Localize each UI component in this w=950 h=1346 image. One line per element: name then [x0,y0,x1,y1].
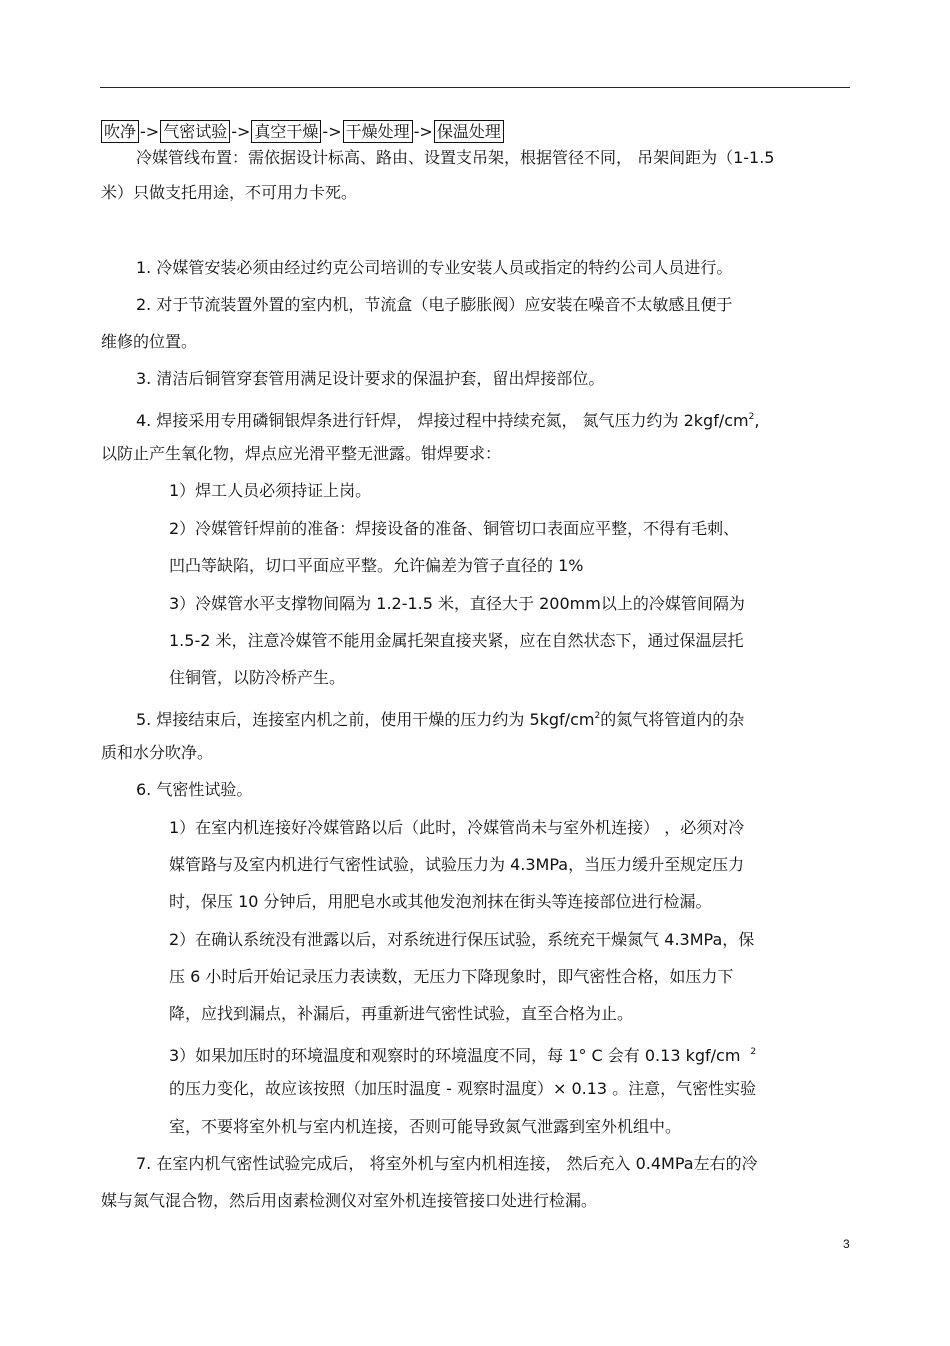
item-6-2-line-2: 压 6 小时后开始记录压力表读数，无压力下降现象时，即气密性合格，如压力下 [169,967,734,986]
item-6-2-line-1: 2）在确认系统没有泄露以后，对系统进行保压试验，系统充干燥氮气 4.3MPa，保 [169,930,755,949]
flow-step-insulation: 保温处理 [434,120,504,143]
page-number: 3 [843,1237,850,1251]
flow-step-blow-clean: 吹净 [101,120,139,143]
item-6-1-line-3: 时，保压 10 分钟后，用肥皂水或其他发泡剂抹在街头等连接部位进行检漏。 [169,892,712,911]
item-4-1: 1）焊工人员必须持证上岗。 [169,481,372,500]
item-6: 6. 气密性试验。 [136,780,253,799]
item-5-line-1 [136,705,744,731]
flow-arrow: -> [231,121,251,141]
item-6-3-text: 3）如果加压时的环境温度和观察时的环境温度不同，每 1° C 会有 0.13 kgf/cm [169,1046,741,1065]
layout-paragraph-line-2: 米）只做支托用途，不可用力卡死。 [101,183,358,202]
item-5-text-end: 的氮气将管道内的杂 [600,710,745,729]
item-7-line-1: 7. 在室内机气密性试验完成后， 将室外机与室内机相连接， 然后充入 0.4MPa左右的冷 [136,1154,758,1173]
item-4-line-2: 以防止产生氧化物，焊点应光滑平整无泄露。钳焊要求： [101,444,502,463]
item-5-line-2: 质和水分吹净。 [101,743,214,762]
item-4-text: 4. 焊接采用专用磷铜银焊条进行钎焊， 焊接过程中持续充氮， 氮气压力约为 2kgf/cm [136,411,749,430]
flow-arrow: -> [413,121,433,141]
item-1: 1. 冷媒管安装必须由经过约克公司培训的专业安装人员或指定的特约公司人员进行。 [136,258,733,277]
item-6-1-line-1: 1）在室内机连接好冷媒管路以后（此时，冷媒管尚未与室外机连接） ，必须对冷 [169,818,745,837]
superscript: 2 [594,711,601,721]
layout-paragraph-line-1: 冷媒管线布置：需依据设计标高、路由、设置支吊架，根据管径不同， 吊架间距为（1-1.5 [136,148,775,167]
item-4-punct: , [754,411,760,430]
item-2-line-2: 维修的位置。 [101,332,198,351]
item-6-3-line-1 [169,1041,756,1067]
item-5-text: 5. 焊接结束后，连接室内机之前，使用干燥的压力约为 5kgf/cm [136,710,595,729]
flow-step-vacuum-dry: 真空干燥 [251,120,321,143]
header-rule [100,87,850,88]
item-6-3-line-2: 的压力变化，故应该按照（加压时温度 - 观察时温度）× 0.13 。注意，气密性实验 [169,1079,757,1098]
process-flow [101,119,504,143]
item-4-2-line-1: 2）冷媒管钎焊前的准备：焊接设备的准备、铜管切口表面应平整，不得有毛刺、 [169,519,740,538]
item-4-line-1 [136,406,759,432]
item-6-1-line-2: 媒管路与及室内机进行气密性试验，试验压力为 4.3MPa，当压力缓升至规定压力 [169,855,745,874]
flow-arrow: -> [322,121,342,141]
superscript: 2 [750,1047,757,1057]
item-3: 3. 清洁后铜管穿套管用满足设计要求的保温护套，留出焊接部位。 [136,369,605,388]
item-6-2-line-3: 降，应找到漏点，补漏后，再重新进气密性试验，直至合格为止。 [169,1004,634,1023]
item-4-2-line-2: 凹凸等缺陷，切口平面应平整。允许偏差为管子直径的 1% [169,556,584,575]
flow-step-airtight-test: 气密试验 [160,120,230,143]
item-4-3-line-3: 住铜管，以防冷桥产生。 [169,668,346,687]
item-7-line-2: 媒与氮气混合物，然后用卤素检测仪对室外机连接管接口处进行检漏。 [101,1191,598,1210]
flow-step-dry-treatment: 干燥处理 [343,120,413,143]
superscript: 2 [748,412,755,422]
item-4-3-line-1: 3）冷媒管水平支撑物间隔为 1.2-1.5 米，直径大于 200mm以上的冷媒管间隔为 [169,594,745,613]
item-4-3-line-2: 1.5-2 米，注意冷媒管不能用金属托架直接夹紧，应在自然状态下，通过保温层托 [169,631,744,650]
flow-arrow: -> [140,121,160,141]
item-6-3-line-3: 室，不要将室外机与室内机连接，否则可能导致氮气泄露到室外机组中。 [169,1117,682,1136]
item-2-line-1: 2. 对于节流装置外置的室内机，节流盒（电子膨胀阀）应安装在噪音不太敏感且便于 [136,295,733,314]
